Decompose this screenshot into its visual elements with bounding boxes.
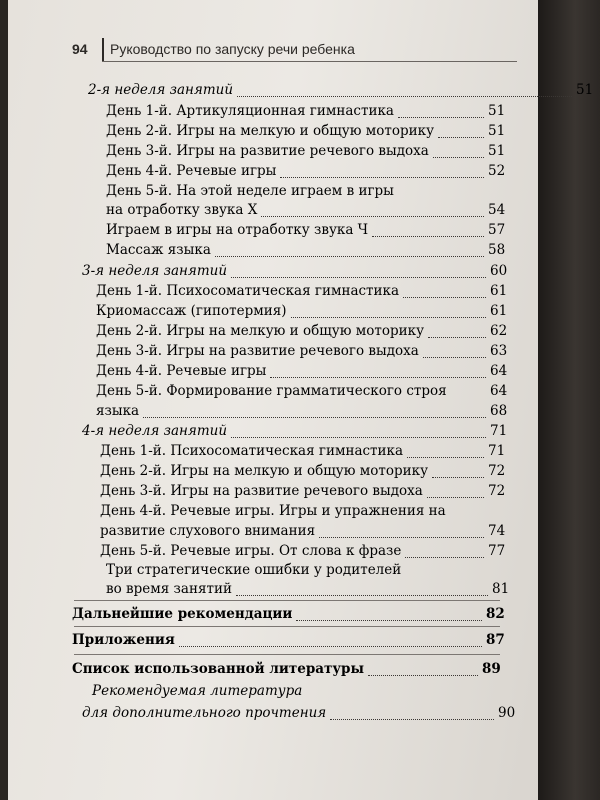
leader-dots bbox=[423, 354, 486, 358]
toc-entry-appendix[interactable]: Приложения 87 bbox=[72, 632, 505, 648]
toc-entry-w2-massage[interactable]: Массаж языка 58 bbox=[106, 242, 506, 258]
toc-entry-w2-day5-line1: День 5-й. На этой неделе играем в игры bbox=[106, 183, 394, 199]
toc-entry-w4-day4[interactable]: развитие слухового внимания 74 bbox=[100, 523, 506, 539]
leader-dots bbox=[372, 233, 484, 237]
leader-dots bbox=[438, 134, 484, 138]
leader-dots bbox=[433, 154, 484, 158]
toc-entry-w2-day4[interactable]: День 4-й. Речевые игры 52 bbox=[106, 163, 506, 179]
leader-dots bbox=[427, 494, 484, 498]
toc-entry-week4[interactable]: 4-я неделя занятий 71 bbox=[82, 423, 508, 439]
leader-dots bbox=[143, 414, 486, 418]
toc-entry-w2-day2[interactable]: День 2-й. Игры на мелкую и общую моторику 51 bbox=[106, 123, 506, 139]
toc-entry-w4-errors[interactable]: во время занятий 81 bbox=[106, 581, 510, 597]
section-divider bbox=[74, 600, 500, 601]
leader-dots bbox=[291, 314, 486, 318]
toc-entry-further[interactable]: Дальнейшие рекомендации 82 bbox=[72, 606, 505, 622]
toc-entry-literature[interactable]: Список использованной литературы 89 bbox=[72, 661, 501, 677]
toc-entry-w3-cryo[interactable]: Криомассаж (гипотермия) 61 bbox=[96, 303, 508, 319]
leader-dots bbox=[231, 434, 486, 438]
leader-dots bbox=[179, 643, 482, 647]
toc-entry-w4-day4-line1: День 4-й. Речевые игры. Игры и упражнения на bbox=[100, 503, 446, 519]
toc-entry-w4-day5[interactable]: День 5-й. Речевые игры. От слова к фразе 77 bbox=[100, 543, 506, 559]
leader-dots bbox=[407, 454, 484, 458]
background-edge bbox=[538, 0, 600, 800]
toc-entry-w3-day4[interactable]: День 4-й. Речевые игры 64 bbox=[96, 363, 508, 379]
toc-entry-w3-day5-line2[interactable]: языка 68 bbox=[96, 403, 508, 419]
section-divider bbox=[74, 654, 500, 655]
leader-dots bbox=[231, 274, 486, 278]
leader-dots bbox=[398, 114, 484, 118]
toc-entry-w2-day5[interactable]: на отработку звука Х 54 bbox=[106, 202, 506, 218]
leader-dots bbox=[237, 93, 572, 97]
book-title: Руководство по запуску речи ребенка bbox=[110, 41, 355, 57]
toc-entry-w3-day2[interactable]: День 2-й. Игры на мелкую и общую моторику 62 bbox=[96, 323, 508, 339]
toc-entry-w4-day2[interactable]: День 2-й. Игры на мелкую и общую моторику 72 bbox=[100, 463, 506, 479]
leader-dots bbox=[261, 213, 484, 217]
leader-dots bbox=[236, 592, 488, 596]
toc-entry-w2-day1[interactable]: День 1-й. Артикуляционная гимнастика 51 bbox=[106, 103, 506, 119]
section-divider bbox=[74, 626, 500, 627]
leader-dots bbox=[296, 617, 482, 621]
leader-dots bbox=[280, 174, 484, 178]
toc-entry-w2-day3[interactable]: День 3-й. Игры на развитие речевого выдоха 51 bbox=[106, 143, 506, 159]
toc-entry-w2-ch[interactable]: Играем в игры на отработку звука Ч 57 bbox=[106, 222, 506, 238]
leader-dots bbox=[428, 334, 486, 338]
leader-dots bbox=[330, 716, 494, 720]
page-number: 94 bbox=[72, 41, 88, 57]
toc-entry-recommended-line1: Рекомендуемая литература bbox=[92, 683, 303, 699]
leader-dots bbox=[403, 294, 486, 298]
leader-dots bbox=[432, 474, 484, 478]
toc-entry-w3-day3[interactable]: День 3-й. Игры на развитие речевого выдоха 63 bbox=[96, 343, 508, 359]
leader-dots bbox=[215, 253, 484, 257]
toc-entry-week3[interactable]: 3-я неделя занятий 60 bbox=[82, 263, 508, 279]
toc-entry-w4-day3[interactable]: День 3-й. Игры на развитие речевого выдоха 72 bbox=[100, 483, 506, 499]
toc-entry-w3-day1[interactable]: День 1-й. Психосоматическая гимнастика 61 bbox=[96, 283, 508, 299]
toc-entry-week2[interactable]: 2-я неделя занятий 51 bbox=[88, 82, 594, 98]
leader-dots bbox=[405, 554, 484, 558]
toc-entry-w4-errors-line1: Три стратегические ошибки у родителей bbox=[106, 562, 402, 578]
leader-dots bbox=[368, 672, 478, 676]
toc-entry-recommended[interactable]: для дополнительного прочтения 90 bbox=[82, 705, 516, 721]
leader-dots bbox=[270, 374, 486, 378]
leader-dots bbox=[319, 534, 484, 538]
toc-entry-w4-day1[interactable]: День 1-й. Психосоматическая гимнастика 71 bbox=[100, 443, 506, 459]
toc-entry-w3-day5[interactable]: День 5-й. Формирование грамматического строя 64 bbox=[96, 383, 508, 399]
